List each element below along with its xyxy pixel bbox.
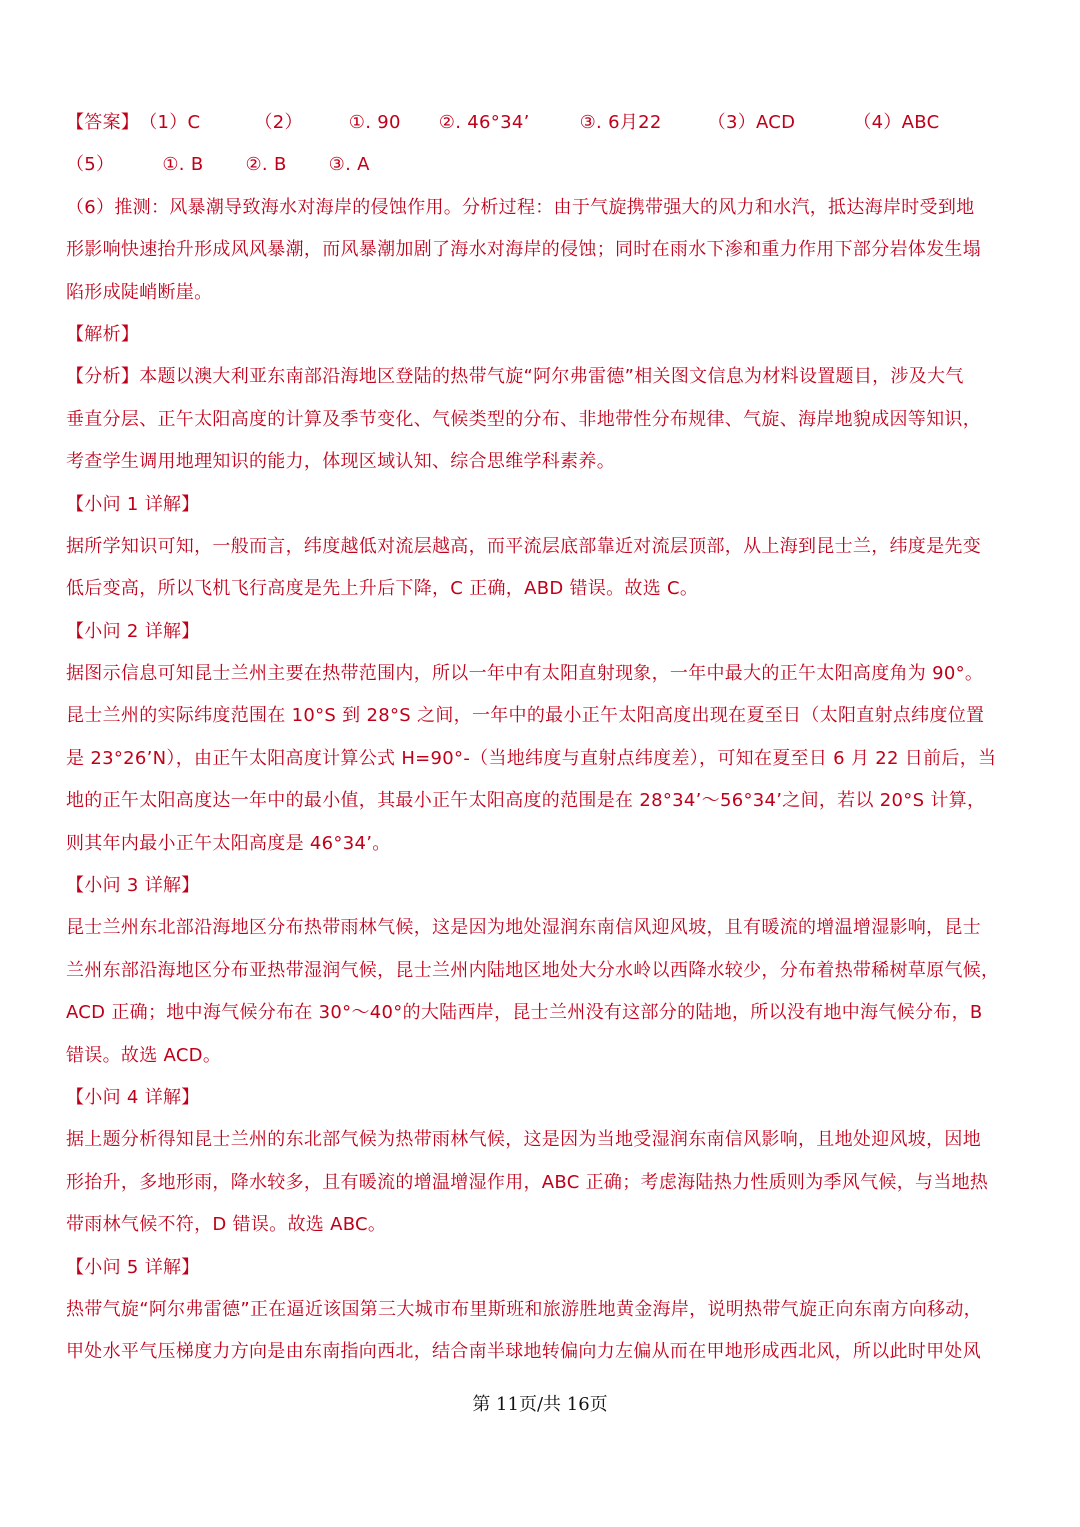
section-2-line: 地的正午太阳高度达一年中的最小值，其最小正午太阳高度的范围是在 28°34’～56°34’之间，若以 20°S 计算， bbox=[66, 790, 986, 812]
section-heading-2: 【小问 2 详解】 bbox=[66, 620, 200, 642]
section-5-line: 甲处水平气压梯度力方向是由东南指向西北，结合南半球地转偏向力左偏从而在甲地形成西北风，所以此时甲处风 bbox=[66, 1341, 981, 1363]
section-2-line: 昆士兰州的实际纬度范围在 10°S 到 28°S 之间，一年中的最小正午太阳高度出现在夏至日（太阳直射点纬度位置 bbox=[66, 705, 985, 727]
answer-row-1 bbox=[66, 102, 1016, 144]
section-heading-5: 【小问 5 详解】 bbox=[66, 1256, 200, 1278]
section-heading-1: 【小问 1 详解】 bbox=[66, 493, 200, 515]
section-3-line: ACD 正确；地中海气候分布在 30°～40°的大陆西岸，昆士兰州没有这部分的陆地，所以没有地中海气候分布，B bbox=[66, 1002, 983, 1024]
section-2-line: 是 23°26’N），由正午太阳高度计算公式 H=90°-（当地纬度与直射点纬度差），可知在夏至日 6 月 22 日前后，当 bbox=[66, 747, 997, 769]
section-4-line: 带雨林气候不符，D 错误。故选 ABC。 bbox=[66, 1214, 387, 1236]
section-5-line: 热带气旋“阿尔弗雷德”正在逼近该国第三大城市布里斯班和旅游胜地黄金海岸，说明热带气旋正向东南方向移动， bbox=[66, 1298, 982, 1320]
section-3-line: 兰州东部沿海地区分布亚热带湿润气候，昆士兰州内陆地区地处大分水岭以西降水较少，分布着热带稀树草原气候， bbox=[66, 959, 1000, 981]
section-heading-4: 【小问 4 详解】 bbox=[66, 1086, 200, 1108]
answer-q2-b: ②. 46°34’ bbox=[438, 112, 530, 133]
answer-q5-a: ①. B bbox=[162, 154, 204, 176]
section-4-line: 据上题分析得知昆士兰州的东北部气候为热带雨林气候，这是因为当地受湿润东南信风影响，且地处迎风坡，因地 bbox=[66, 1129, 981, 1151]
answer-q2-label: （2） bbox=[254, 112, 303, 133]
fenxi-line: 考查学生调用地理知识的能力，体现区域认知、综合思维学科素养。 bbox=[66, 451, 615, 473]
section-3-line: 昆士兰州东北部沿海地区分布热带雨林气候，这是因为地处湿润东南信风迎风坡，且有暖流的增温增湿影响，昆士 bbox=[66, 917, 981, 939]
fenxi-line: 垂直分层、正午太阳高度的计算及季节变化、气候类型的分布、非地带性分布规律、气旋、海岸地貌成因等知识， bbox=[66, 408, 981, 430]
answer-q5-b: ②. B bbox=[245, 154, 287, 176]
analysis-heading: 【解析】 bbox=[66, 323, 140, 345]
answer-label: 【答案】 bbox=[66, 112, 140, 133]
answer-content bbox=[66, 102, 1016, 1374]
fenxi-line: 【分析】本题以澳大利亚东南部沿海地区登陆的热带气旋“阿尔弗雷德”相关图文信息为材料设置题目，涉及大气 bbox=[66, 366, 964, 388]
answer-q2-c: ③. 6月22 bbox=[579, 112, 662, 133]
answer-q2-a: ①. 90 bbox=[348, 112, 401, 133]
section-1-line: 据所学知识可知，一般而言，纬度越低对流层越高，而平流层底部靠近对流层顶部，从上海到昆士兰，纬度是先变 bbox=[66, 535, 981, 557]
answer-q5-c: ③. A bbox=[328, 154, 370, 176]
answer-q4: （4）ABC bbox=[853, 112, 940, 133]
section-3-line: 错误。故选 ACD。 bbox=[66, 1044, 222, 1066]
answer-row-2 bbox=[66, 144, 1016, 186]
answer-q5-label: （5） bbox=[66, 154, 115, 176]
section-2-line: 则其年内最小正午太阳高度是 46°34’。 bbox=[66, 832, 391, 854]
q6-line: 陷形成陡峭断崖。 bbox=[66, 281, 213, 303]
section-4-line: 形抬升，多地形雨，降水较多，且有暖流的增温增湿作用，ABC 正确；考虑海陆热力性质则为季风气候，与当地热 bbox=[66, 1171, 989, 1193]
q6-line: 形影响快速抬升形成风风暴潮，而风暴潮加剧了海水对海岸的侵蚀；同时在雨水下渗和重力作用下部分岩体发生塌 bbox=[66, 239, 981, 261]
section-2-line: 据图示信息可知昆士兰州主要在热带范围内，所以一年中有太阳直射现象，一年中最大的正午太阳高度角为 90°。 bbox=[66, 663, 984, 685]
section-1-line: 低后变高，所以飞机飞行高度是先上升后下降，C 正确，ABD 错误。故选 C。 bbox=[66, 578, 699, 600]
answer-q1: （1）C bbox=[139, 112, 201, 133]
q6-line: （6）推测：风暴潮导致海水对海岸的侵蚀作用。分析过程：由于气旋携带强大的风力和水汽，抵达海岸时受到地 bbox=[66, 196, 975, 218]
page-number-footer: 第 11页/共 16页 bbox=[472, 1394, 608, 1415]
section-heading-3: 【小问 3 详解】 bbox=[66, 875, 200, 897]
answer-q3: （3）ACD bbox=[707, 112, 796, 133]
